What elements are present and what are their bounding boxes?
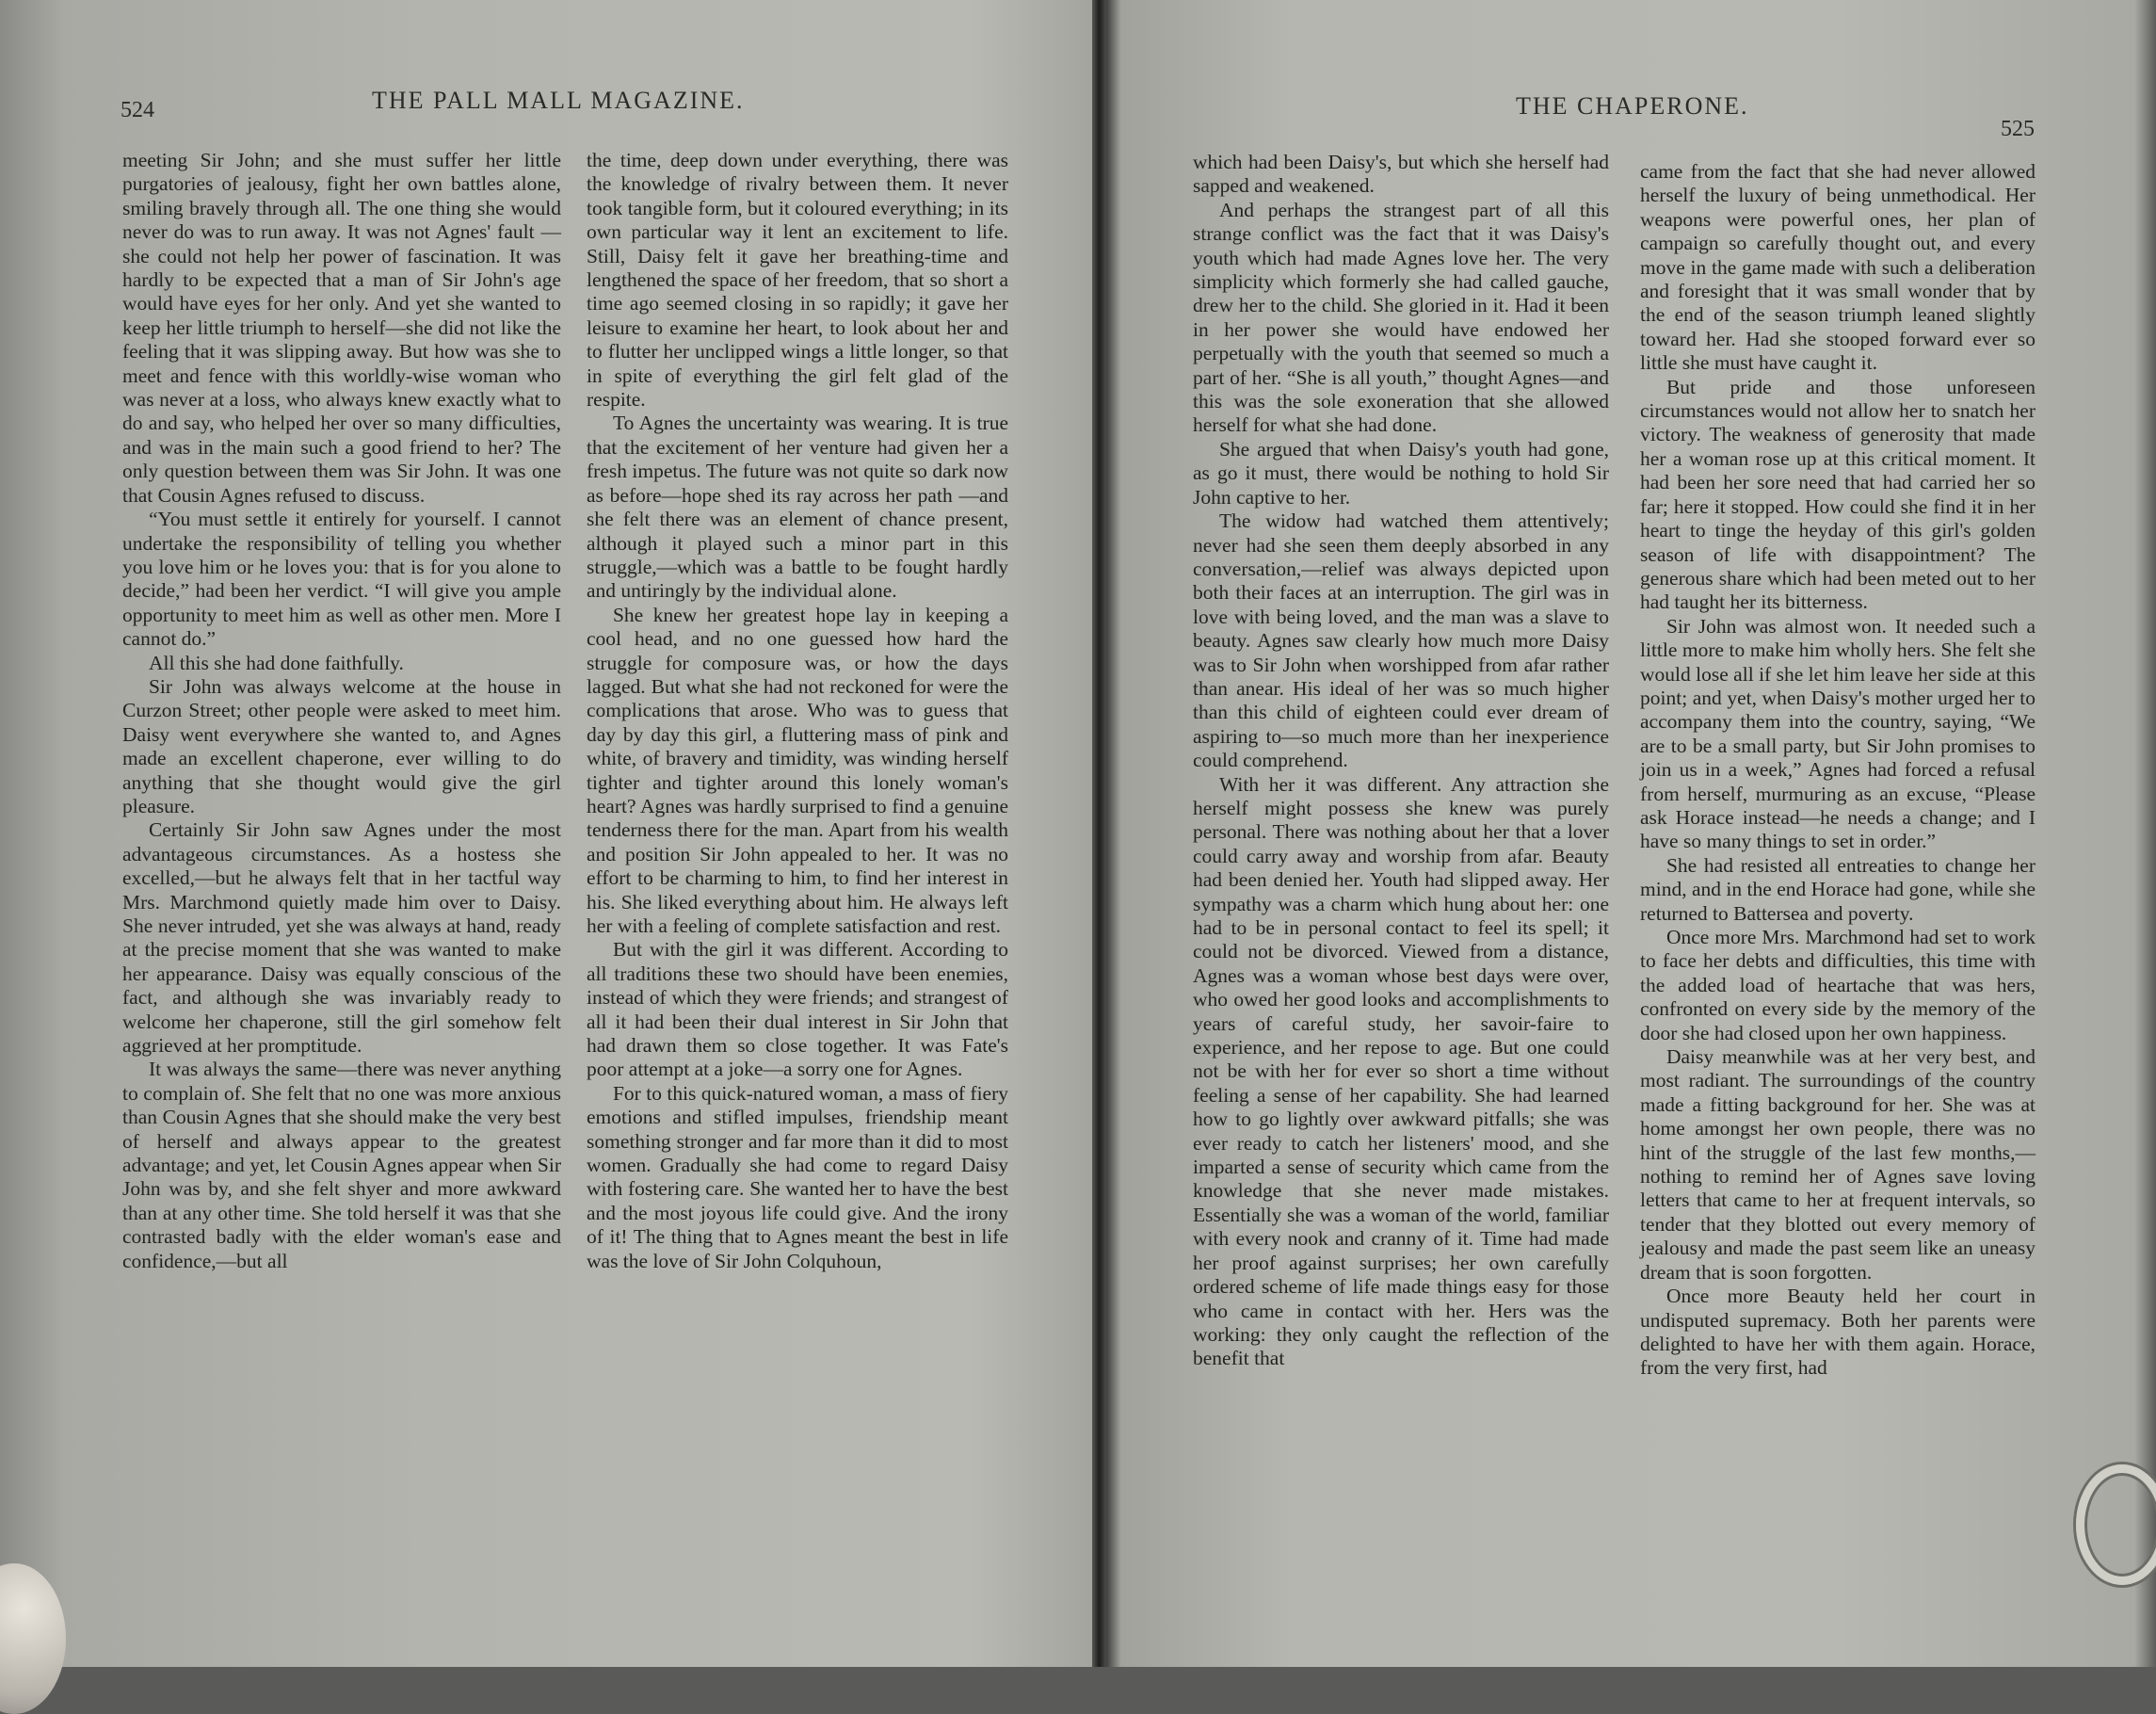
paragraph: The widow had watched them attentively; never had she seen them deeply absorbed in any conversation,—relief was always depicted upon both their faces at an interruption. The girl was in love with being loved, and the man was a slave to beauty. Agnes saw clearly how much more Daisy was to Sir John when worshipped from afar rather than anear. His ideal of her was so much higher than this child of eighteen could ever dream of aspiring to—so much more than her inexperience could comprehend. — [1193, 509, 1609, 772]
paragraph: For to this quick-natured woman, a mass of fiery emotions and stifled impulses, friendship meant something stronger and far more than it did to most women. Gradually she had come to regard Daisy with fostering care. She wanted her to have the best and the most joyous life could give. And the irony of it! The thing that to Agnes meant the best in life was the love of Sir John Colquhoun, — [587, 1081, 1008, 1272]
book-gutter — [1092, 0, 1106, 1667]
left-column-1 — [122, 149, 561, 1273]
right-running-head: THE CHAPERONE. — [1516, 92, 1749, 120]
paragraph: which had been Daisy's, but which she herself had sapped and weakened. — [1193, 151, 1609, 198]
paragraph: To Agnes the uncertainty was wearing. It is true that the excitement of her venture had given her a fresh impetus. The future was not quite so dark now as before—hope shed its ray across her path —and she felt there was an element of chance present, although it played such a minor part in this struggle,—which was a battle to be fought hardly and untiringly by the individual alone. — [587, 412, 1008, 603]
right-column-1 — [1193, 151, 1609, 1371]
paragraph: Sir John was always welcome at the house in Curzon Street; other people were asked to meet him. Daisy went everywhere she wanted to, and Agnes made an excellent chaperone, ever willing to do anything that she thought would give the girl pleasure. — [122, 674, 561, 817]
paragraph: With her it was different. Any attraction she herself might possess she knew was purely personal. There was nothing about her that a lover could carry away and worship from afar. Beauty had been denied her. Youth had slipped away. Her sympathy was a charm which hung about her: one had to be in personal contact to feel its spell; it could not be divorced. Viewed from a distance, Agnes was a woman whose best days were over, who owed her good looks and accomplishments to years of careful study, her savoir-faire to experience, and her repose to age. But one could not be with her for ever so short a time without feeling a sense of her capability. She had learned how to go lightly over awkward pitfalls; she was ever ready to catch her listeners' mood, and she imparted a sense of security which came from the knowledge that she never made mistakes. Essentially she was a woman of the world, familiar with every nook and cranny of it. Time had made her proof against surprises; her own carefully ordered scheme of life made things easy for those who came in contact with her. Hers was the working: they only caught the reflection of the benefit that — [1193, 772, 1609, 1370]
paragraph: Sir John was almost won. It needed such a little more to make him wholly hers. She felt she would lose all if she let him leave her side at this point; and yet, when Daisy's mother urged her to accompany them into the country, saying, “We are to be a small party, but Sir John promises to join us in a week,” Agnes had forced a refusal from herself, murmuring as an excuse, “Please ask Horace instead—he needs a change; and I have so many things to set in order.” — [1640, 614, 2035, 853]
right-page — [1106, 0, 2156, 1667]
paragraph: She argued that when Daisy's youth had gone, as go it must, there would be nothing to hold Sir John captive to her. — [1193, 437, 1609, 509]
paragraph: It was always the same—there was never anything to complain of. She felt that no one was more anxious than Cousin Agnes that she should make the very best of herself and always appear to the greatest advantage; and yet, let Cousin Agnes appear when Sir John was by, and she felt shyer and more awkward than at any other time. She told herself it was that she contrasted badly with the elder woman's ease and confidence,—but all — [122, 1058, 561, 1272]
paragraph: the time, deep down under everything, there was the knowledge of rivalry between them. It never took tangible form, but it coloured everything; in its own particular way it lent an excitement to life. Still, Daisy felt it gave her breathing-time and lengthened the space of her freedom, that so short a time ago seemed closing in so rapidly; it gave her leisure to examine her heart, to look about her and to flutter her unclipped wings a little longer, so that in spite of everything the girl felt glad of the respite. — [587, 149, 1008, 412]
paragraph: She had resisted all entreaties to change her mind, and in the end Horace had gone, while she returned to Battersea and poverty. — [1640, 853, 2035, 925]
paragraph: meeting Sir John; and she must suffer her little purgatories of jealousy, fight her own battles alone, smiling bravely through all. The one thing she would never do was to run away. It was not Agnes' fault —she could not help her power of fascination. It was hardly to be expected that a man of Sir John's age would have eyes for her only. And yet she wanted to keep her little triumph to herself—she did not like the feeling that it was slipping away. But how was she to meet and fence with this worldly-wise woman who was never at a loss, who always knew exactly what to do and say, who helped her over so many difficulties, and was in the main such a good friend to her? The only question between them was Sir John. It was one that Cousin Agnes refused to discuss. — [122, 149, 561, 507]
paragraph: Daisy meanwhile was at her very best, and most radiant. The surroundings of the country made a fitting background for her. She was at home amongst her own people, there was no hint of the struggle of the last few months,—nothing to remind her of Agnes save loving letters that came to her at frequent intervals, so tender that they blotted out every memory of jealousy and made the past seem like an uneasy dream that is soon forgotten. — [1640, 1045, 2035, 1284]
left-page-number: 524 — [121, 98, 154, 122]
paragraph: And perhaps the strangest part of all this strange conflict was the fact that it was Daisy's youth which had made Agnes love her. The very simplicity which formerly she had called gauche, drew her to the child. She gloried in it. Had it been in her power she would have endowed her perpetually with the youth that seemed so much a part of her. “She is all youth,” thought Agnes—and this was the sole exoneration that she allowed herself for what she had done. — [1193, 198, 1609, 437]
paragraph: She knew her greatest hope lay in keeping a cool head, and no one guessed how hard the struggle for composure was, or how the days lagged. But what she had not reckoned for were the complications that arose. Who was to guess that day by day this girl, a fluttering mass of pink and white, of bravery and timidity, was winding herself tighter and tighter around this lonely woman's heart? Agnes was hardly surprised to find a genuine tenderness there for the man. Apart from his wealth and position Sir John appealed to her. It was no effort to be charming to him, to find her interest in his. She liked everything about him. He always left her with a feeling of complete satisfaction and rest. — [587, 603, 1008, 937]
left-running-head: THE PALL MALL MAGAZINE. — [372, 87, 745, 114]
left-page — [0, 0, 1092, 1667]
right-page-number: 525 — [2001, 117, 2035, 141]
paragraph: Certainly Sir John saw Agnes under the most advantageous circumstances. As a hostess she excelled,—but he always felt that in her tactful way Mrs. Marchmond quietly made him over to Daisy. She never intruded, yet she was always at hand, ready at the precise moment that she was wanted to make her appearance. Daisy was equally conscious of the fact, and although she was invariably ready to welcome her chaperone, still the girl somehow felt aggrieved at her promptitude. — [122, 818, 561, 1058]
right-column-2 — [1640, 160, 2035, 1381]
paragraph: came from the fact that she had never allowed herself the luxury of being unmethodical. Her weapons were powerful ones, her plan of campaign so carefully thought out, and every move in the game made with such a deliberation and foresight that it was small wonder that by the end of the season triumph leaned slightly toward her. Had she stooped forward ever so little she must have caught it. — [1640, 160, 2035, 375]
paragraph: Once more Beauty held her court in undisputed supremacy. Both her parents were delighted to have her with them again. Horace, from the very first, had — [1640, 1285, 2035, 1380]
paragraph: “You must settle it entirely for yourself. I cannot undertake the responsibility of telling you whether you love him or he loves you: that is for you alone to decide,” had been her verdict. “I will give you ample opportunity to meet him as well as other men. More I cannot do.” — [122, 508, 561, 651]
paragraph: But pride and those unforeseen circumstances would not allow her to snatch her victory. The weakness of generosity that made her a woman rose up at this critical moment. It had been her sore need that had carried her so far; here it stopped. How could she find it in her heart to tinge the heyday of this girl's golden season of life with disappointment? The generous share which had been meted out to her had taught her its bitterness. — [1640, 375, 2035, 614]
paragraph: All this she had done faithfully. — [148, 651, 404, 674]
left-column-2 — [587, 149, 1008, 1273]
paragraph: Once more Mrs. Marchmond had set to work to face her debts and difficulties, this time with the added load of heartache that was hers, confronted on every side by the memory of the door she had closed upon her own happiness. — [1640, 926, 2035, 1044]
paragraph: But with the girl it was different. According to all traditions these two should have been enemies, instead of which they were friends; and strangest of all it had been their dual interest in Sir John that had drawn them so close together. It was Fate's poor attempt at a joke—a sorry one for Agnes. — [587, 938, 1008, 1081]
